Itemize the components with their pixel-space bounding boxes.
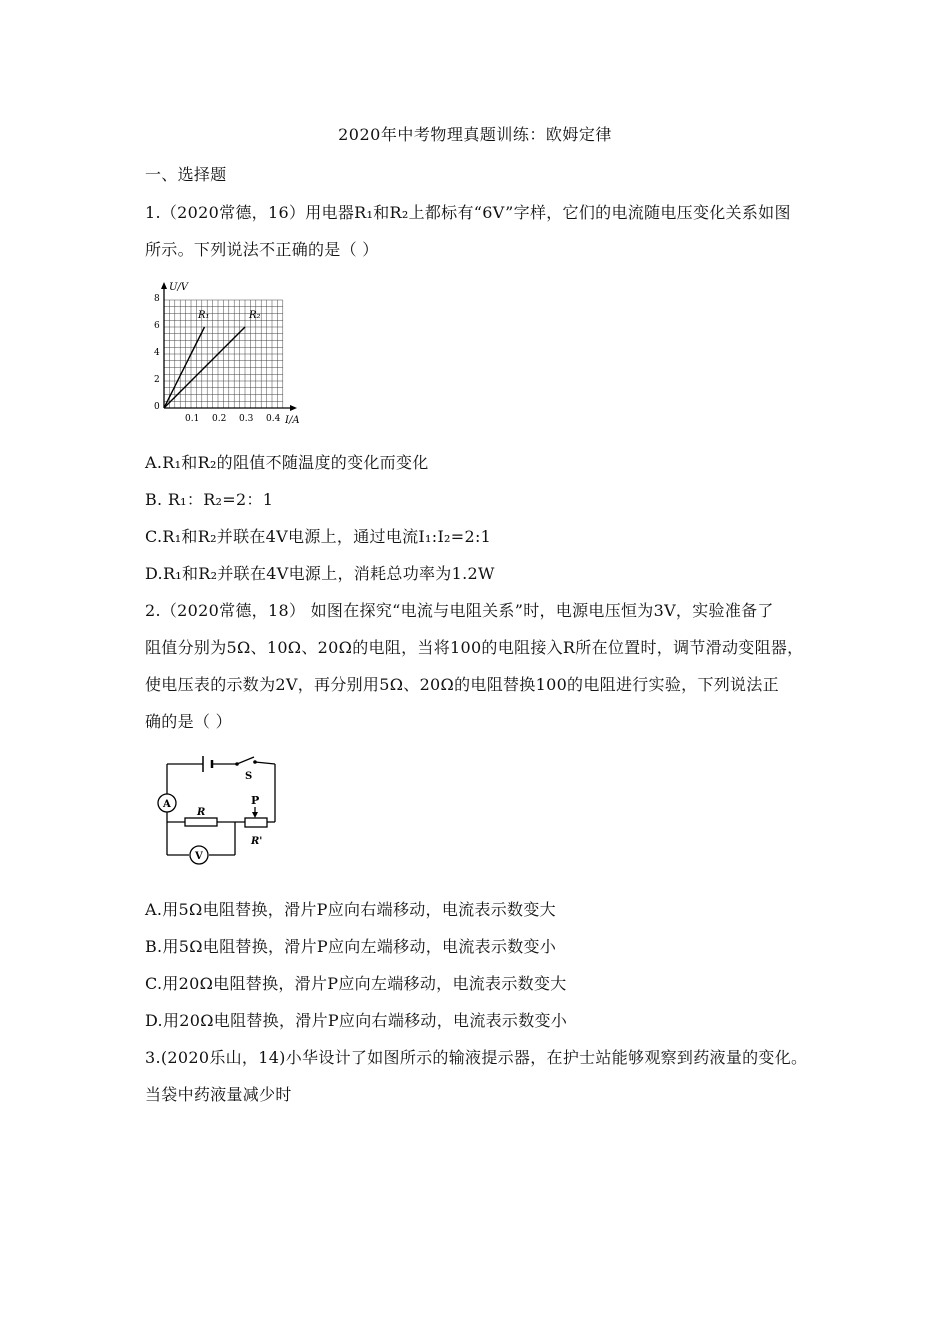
switch-label: S (245, 771, 253, 782)
x-axis-label: I/A (285, 415, 300, 426)
voltmeter-label: V (195, 851, 203, 862)
x-axis-arrow (290, 405, 297, 411)
rheostat-icon (245, 818, 267, 827)
rheostat-label: R' (251, 836, 263, 847)
page-title: 2020年中考物理真题训练：欧姆定律 (338, 125, 612, 144)
section-heading: 一、选择题 (145, 165, 227, 184)
q2-option-b: B.用5Ω电阻替换，滑片P应向左端移动，电流表示数变小 (145, 937, 557, 956)
resistor-label: R (197, 807, 206, 818)
ammeter-label: A (163, 799, 171, 810)
q2-text-line4: 确的是（ ） (145, 712, 232, 731)
q2-text-line1: 2.（2020常德，18） 如图在探究“电流与电阻关系”时，电源电压恒为3V，实验准备了 (145, 601, 774, 620)
x-tick-label: 0.2 (212, 414, 227, 424)
slider-arrow (252, 812, 258, 818)
x-tick-label: 0.1 (185, 414, 200, 424)
y-tick-label: 4 (154, 348, 160, 358)
q1-option-c: C.R₁和R₂并联在4V电源上，通过电流I₁:I₂=2:1 (145, 527, 492, 546)
resistor-icon (185, 818, 217, 826)
q1-option-b: B. R₁：R₂=2：1 (145, 490, 274, 509)
q1-text-line2: 所示。下列说法不正确的是（ ） (145, 240, 379, 259)
y-tick-label: 6 (154, 321, 160, 331)
q1-text-line1: 1.（2020常德，16）用电器R₁和R₂上都标有“6V”字样，它们的电流随电压变化关系如图 (145, 203, 791, 222)
q3-text-line1: 3.(2020乐山，14)小华设计了如图所示的输液提示器，在护士站能够观察到药液量的变化。 (145, 1048, 808, 1067)
x-tick-label: 0.3 (239, 414, 254, 424)
r1-label: R₁ (198, 310, 210, 321)
ui-graph (145, 280, 315, 430)
x-tick-label: 0.4 (266, 414, 281, 424)
y-tick-label: 0 (154, 402, 160, 412)
q1-option-d: D.R₁和R₂并联在4V电源上，消耗总功率为1.2W (145, 564, 495, 583)
q2-text-line3: 使电压表的示数为2V，再分别用5Ω、20Ω的电阻替换100的电阻进行实验，下列说法正 (145, 675, 779, 694)
q2-option-d: D.用20Ω电阻替换，滑片P应向右端移动，电流表示数变小 (145, 1011, 568, 1030)
slider-label: P (251, 794, 260, 807)
y-axis-label: U/V (169, 282, 189, 293)
q3-text-line2: 当袋中药液量减少时 (145, 1085, 292, 1104)
r2-label: R₂ (249, 310, 261, 321)
graph-grid (164, 300, 283, 408)
q1-option-a: A.R₁和R₂的阻值不随温度的变化而变化 (145, 453, 429, 472)
switch-blade (237, 757, 254, 764)
q2-text-line2: 阻值分别为5Ω、10Ω、20Ω的电阻，当将100的电阻接入R所在位置时，调节滑动变阻器， (145, 638, 804, 657)
y-tick-label: 2 (154, 375, 160, 385)
circuit-diagram (155, 752, 290, 867)
q2-option-c: C.用20Ω电阻替换，滑片P应向左端移动，电流表示数变大 (145, 974, 567, 993)
y-axis-arrow (161, 282, 167, 289)
q2-option-a: A.用5Ω电阻替换，滑片P应向右端移动，电流表示数变大 (145, 900, 556, 919)
y-tick-label: 8 (154, 294, 160, 304)
